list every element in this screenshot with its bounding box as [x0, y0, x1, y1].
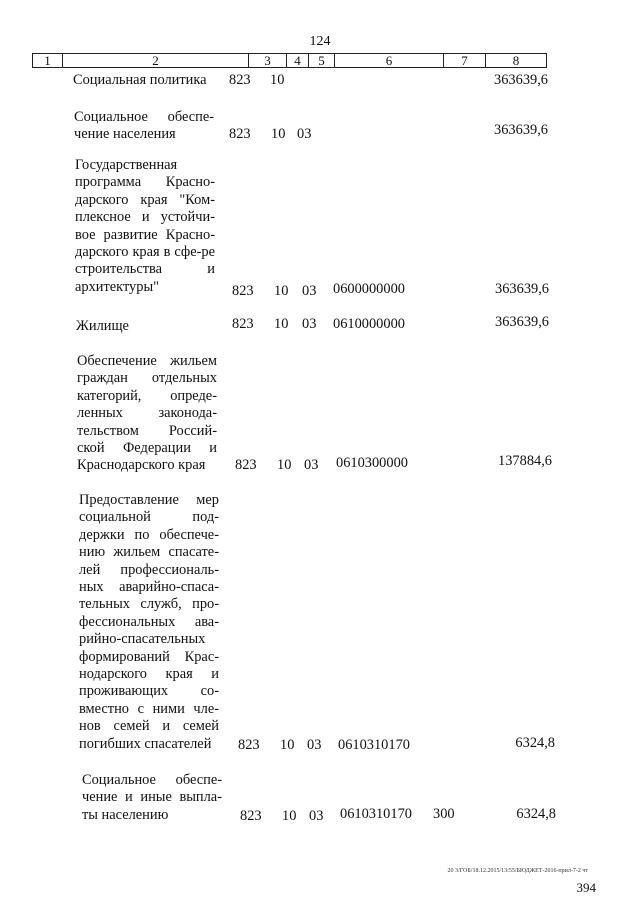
amount-value: 363639,6 [494, 122, 548, 138]
expense-type-code: 300 [433, 806, 455, 822]
column-number-6: 6 [335, 54, 444, 68]
column-number-5: 5 [309, 54, 335, 68]
row-description: Обеспечение жильем граждан отдельных категорий, опреде-ленных законода-тельством Россий-ской Федерации и Краснодарского края [77, 353, 217, 474]
amount-value: 363639,6 [495, 281, 549, 297]
subsection-code: 03 [309, 808, 324, 824]
amount-value: 6324,8 [516, 806, 556, 822]
ministry-code: 823 [238, 737, 260, 753]
row-description: Социальное обеспе-чение и иные выпла-ты населению [82, 772, 222, 823]
column-number-4: 4 [287, 54, 309, 68]
column-header-row [32, 53, 547, 68]
subsection-code: 03 [302, 316, 317, 332]
target-article-code: 0600000000 [333, 281, 405, 297]
column-number-2: 2 [63, 54, 249, 68]
ministry-code: 823 [232, 283, 254, 299]
row-description: Жилище [76, 318, 129, 334]
subsection-code: 03 [302, 283, 317, 299]
sheet-number: 394 [576, 880, 596, 895]
ministry-code: 823 [235, 457, 257, 473]
row-description: Государственная программа Красно-дарского края "Ком-плексное и устойчи-вое развитие Красно-дарского края в сфе-ре строительства и архитектуры" [75, 157, 215, 295]
column-number-1: 1 [33, 54, 63, 68]
subsection-code: 03 [304, 457, 319, 473]
target-article-code: 0610000000 [333, 316, 405, 332]
ministry-code: 823 [240, 808, 262, 824]
row-description: Социальное обеспе-чение населения [74, 109, 214, 143]
amount-value: 363639,6 [495, 314, 549, 330]
ministry-code: 823 [232, 316, 254, 332]
section-code: 10 [274, 316, 289, 332]
subsection-code: 03 [297, 126, 312, 142]
target-article-code: 0610310170 [340, 806, 412, 822]
section-code: 10 [282, 808, 297, 824]
target-article-code: 0610300000 [336, 455, 408, 471]
amount-value: 137884,6 [498, 453, 552, 469]
ministry-code: 823 [229, 72, 251, 88]
subsection-code: 03 [307, 737, 322, 753]
column-number-3: 3 [249, 54, 287, 68]
column-number-8: 8 [486, 54, 547, 68]
target-article-code: 0610310170 [338, 737, 410, 753]
section-code: 10 [271, 126, 286, 142]
section-code: 10 [270, 72, 285, 88]
section-code: 10 [280, 737, 295, 753]
section-code: 10 [274, 283, 289, 299]
column-number-7: 7 [444, 54, 486, 68]
amount-value: 363639,6 [494, 72, 548, 88]
row-description: Предоставление мер социальной под-держки по обеспече-нию жильем спасате-лей профессиональ-ных аварийно-спаса-тельных служб, про-фессиональных ава-рийно-спасательных формирований Крас-нодарского края и проживающих со-вместно с ними чле-нов семей и семей погибших спасателей [79, 492, 219, 752]
page-number: 124 [309, 34, 331, 49]
document-footer-code: 20 3/ГОБ/18.12.2015/13:55/БЮДЖЕТ-2016-прил-7-2 чт [447, 868, 588, 874]
section-code: 10 [277, 457, 292, 473]
ministry-code: 823 [229, 126, 251, 142]
amount-value: 6324,8 [515, 735, 555, 751]
row-description: Социальная политика [73, 72, 207, 88]
